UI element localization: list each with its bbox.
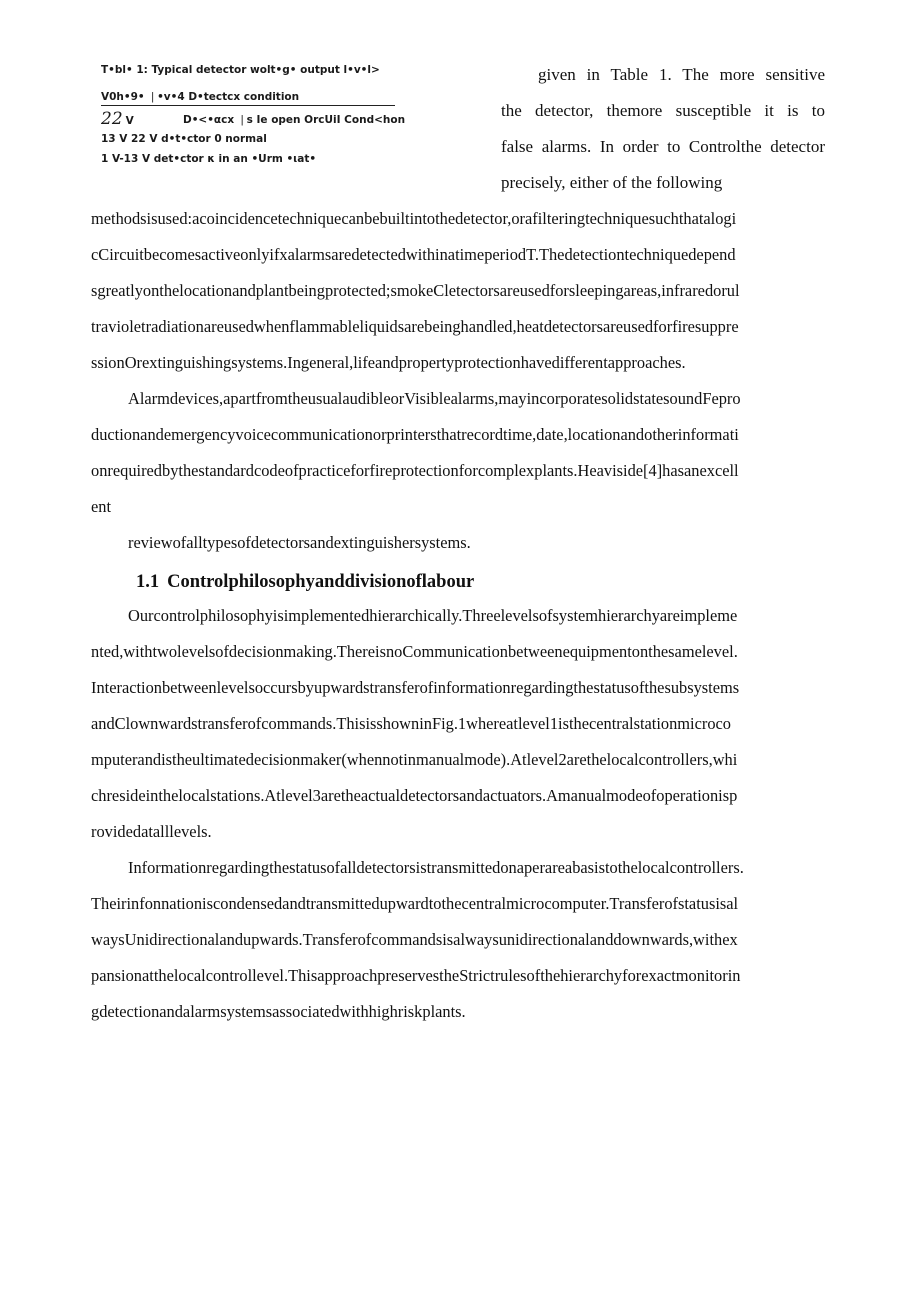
text-line: ent	[91, 497, 112, 516]
body-text	[91, 207, 827, 567]
table-row: 1 V-13 V det•ctor κ in an •Urm •ιat•	[101, 153, 317, 165]
text-line: methodsisused:acoincidencetechniquecanbebuiltintothedetector,orafilteringtechniquesuchthatalogi	[91, 209, 737, 228]
text-line: Alarmdevices,apartfromtheusualaudibleorVisiblealarms,mayincorporatesolidstatesoundFepro	[128, 389, 741, 408]
paragraph	[91, 531, 827, 567]
text-line: Theirinfonnationiscondensedandtransmittedupwardtothecentralmicrocomputer.Transferofstatusisal	[91, 894, 739, 913]
table-row	[101, 109, 406, 129]
text-line: ductionandemergencyvoicecommunicationorprintersthatrecordtime,date,locationandotherinformati	[91, 425, 739, 444]
text-line: given in Table 1. The more sensitive	[538, 65, 825, 84]
text-line: the detector, themore susceptible it is to	[501, 101, 825, 120]
section-title: Controlphilosophyanddivisionoflabour	[167, 572, 475, 592]
table-header: V0h•9• ❘•v•4 D•tectcx condition	[101, 91, 395, 106]
text-line: andClownwardstransferofcommands.ThisisshowninFig.1whereatlevel1isthecentralstationmicroco	[91, 714, 731, 733]
text-line: Informationregardingthestatusofalldetectorsistransmittedonaperareabasistothelocalcontrollers.	[128, 858, 744, 877]
text-line: ssionOrextinguishingsystems.Ingeneral,lifeandpropertyprotectionhavedifferentapproaches.	[91, 353, 686, 372]
table-cell-voltage: 22	[101, 109, 123, 129]
text-line: precisely, either of the following	[501, 173, 723, 192]
text-line: Interactionbetweenlevelsoccursbyupwardstransferofinformationregardingthestatusofthesubsystems	[91, 678, 740, 697]
table-cell-condition: D•<•αcx ❘s Ie open OrcUiI Cond<hon	[183, 114, 406, 126]
text-line: mputerandistheultimatedecisionmaker(whennotinmanualmode).Atlevel2arethelocalcontrollers,whi	[91, 750, 738, 769]
text-line: travioletradiationareusedwhenflammableliquidsarebeinghandled,heatdetectorsareusedforfiresuppre	[91, 317, 739, 336]
section-heading	[136, 572, 474, 593]
table-row: 13 V 22 V d•t•ctor 0 normal	[101, 133, 267, 145]
text-line: pansionatthelocalcontrollevel.ThisapproachpreservestheStrictrulesofthehierarchyforexactmonitorin	[91, 966, 741, 985]
text-line: false alarms. In order to Controlthe detector	[501, 137, 825, 156]
paragraph	[91, 604, 827, 856]
paragraph	[91, 207, 827, 387]
text-line: waysUnidirectionalandupwards.Transferofcommandsisalwaysunidirectionalanddownwards,withex	[91, 930, 738, 949]
table-caption: T•bl• 1: Typical detector wolt•g• output l•v•l>	[101, 64, 380, 76]
text-line: gdetectionandalarmsystemsassociatedwithhighriskplants.	[91, 1002, 466, 1021]
section-number: 1.1	[136, 572, 160, 592]
table-cell-unit: V	[125, 115, 134, 127]
text-line: sgreatlyonthelocationandplantbeingprotected;smokeCletectorsareusedforsleepingareas,infraredorul	[91, 281, 740, 300]
section-body	[91, 604, 827, 1036]
text-line: Ourcontrolphilosophyisimplementedhierarchically.Threelevelsofsystemhierarchyareimpleme	[128, 606, 738, 625]
text-line: reviewofalltypesofdetectorsandextinguishersystems.	[128, 533, 471, 552]
text-line: cCircuitbecomesactiveonlyifxalarmsaredetectedwithinatimeperiodT.Thedetectiontechniquedepend	[91, 245, 736, 264]
paragraph	[91, 387, 827, 531]
text-line: onrequiredbythestandardcodeofpracticeforfireprotectionforcomplexplants.Heaviside[4]hasanexcell	[91, 461, 739, 480]
text-line: nted,withtwolevelsofdecisionmaking.ThereisnoCommunicationbetweenequipmentonthesamelevel.	[91, 642, 738, 661]
paragraph	[91, 856, 827, 1036]
intro-column	[501, 62, 825, 206]
text-line: rovidedatalllevels.	[91, 822, 212, 841]
text-line: chresideinthelocalstations.Atlevel3aretheactualdetectorsandactuators.Amanualmodeofoperationisp	[91, 786, 738, 805]
